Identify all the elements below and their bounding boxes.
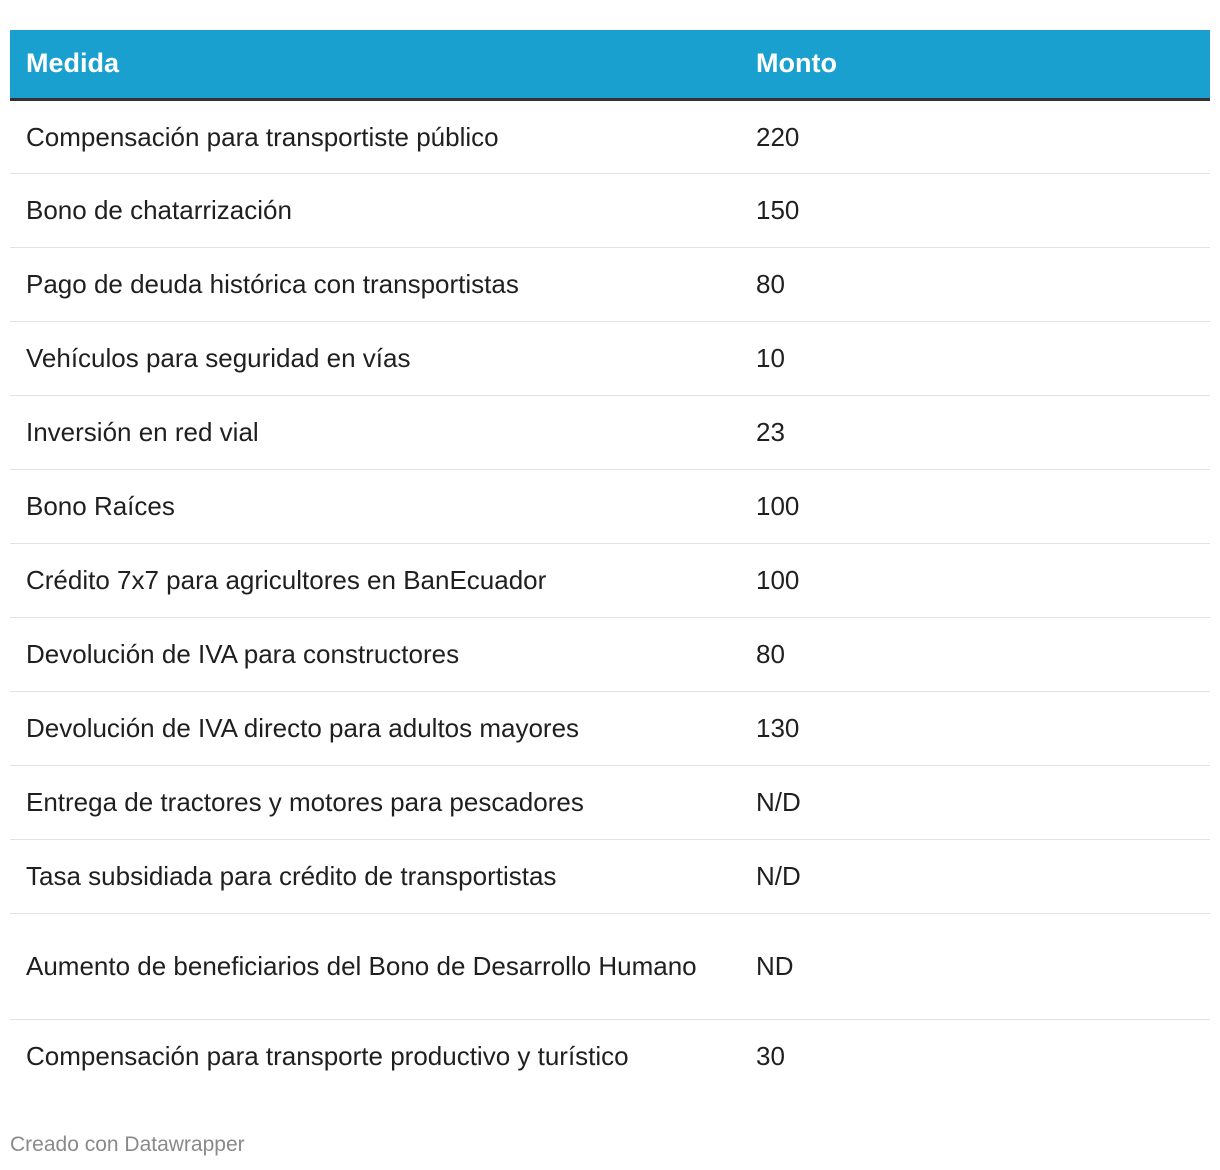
cell-monto: 80: [740, 247, 1210, 321]
cell-monto: 23: [740, 395, 1210, 469]
cell-monto: 220: [740, 99, 1210, 173]
table-row: [10, 469, 1210, 543]
cell-medida: Compensación para transportiste público: [10, 99, 740, 173]
table-row: [10, 691, 1210, 765]
table-row: [10, 913, 1210, 1019]
cell-monto: N/D: [740, 765, 1210, 839]
datawrapper-credit[interactable]: Creado con Datawrapper: [10, 1133, 245, 1156]
cell-monto: 150: [740, 173, 1210, 247]
header-row: [10, 30, 1210, 99]
data-table-container: [10, 30, 1210, 1093]
cell-medida: Tasa subsidiada para crédito de transportistas: [10, 839, 740, 913]
cell-monto: N/D: [740, 839, 1210, 913]
table-row: [10, 321, 1210, 395]
table-row: [10, 173, 1210, 247]
cell-monto: 30: [756, 1041, 785, 1072]
table-row: [10, 395, 1210, 469]
table-body: [10, 99, 1210, 1093]
cell-monto: 80: [740, 617, 1210, 691]
cell-monto: 100: [740, 543, 1210, 617]
cell-medida: Devolución de IVA para constructores: [10, 617, 740, 691]
data-table: [10, 30, 1210, 1093]
cell-medida: Vehículos para seguridad en vías: [10, 321, 740, 395]
cell-monto: 100: [740, 469, 1210, 543]
cell-medida: Crédito 7x7 para agricultores en BanEcuador: [10, 543, 740, 617]
table-header: [10, 30, 1210, 99]
cell-monto: 10: [740, 321, 1210, 395]
table-row: [10, 1019, 1210, 1093]
cell-medida: Devolución de IVA directo para adultos mayores: [10, 691, 740, 765]
table-row: [10, 765, 1210, 839]
cell-medida: Bono de chatarrización: [10, 173, 740, 247]
column-header-medida[interactable]: Medida: [10, 30, 740, 99]
table-row: [10, 99, 1210, 173]
column-header-monto[interactable]: Monto: [740, 30, 1210, 99]
cell-medida: Pago de deuda histórica con transportistas: [10, 247, 740, 321]
table-row: [10, 839, 1210, 913]
cell-medida: Inversión en red vial: [10, 395, 740, 469]
cell-monto: 130: [740, 691, 1210, 765]
cell-medida: Entrega de tractores y motores para pescadores: [10, 765, 740, 839]
cell-medida: Aumento de beneficiarios del Bono de Desarrollo Humano: [10, 913, 740, 1019]
cell-medida: Compensación para transporte productivo y turístico: [26, 1041, 629, 1072]
cell-medida: Bono Raíces: [10, 469, 740, 543]
table-row: [10, 247, 1210, 321]
table-row: [10, 617, 1210, 691]
table-row: [10, 543, 1210, 617]
cell-monto: ND: [740, 913, 1210, 1019]
